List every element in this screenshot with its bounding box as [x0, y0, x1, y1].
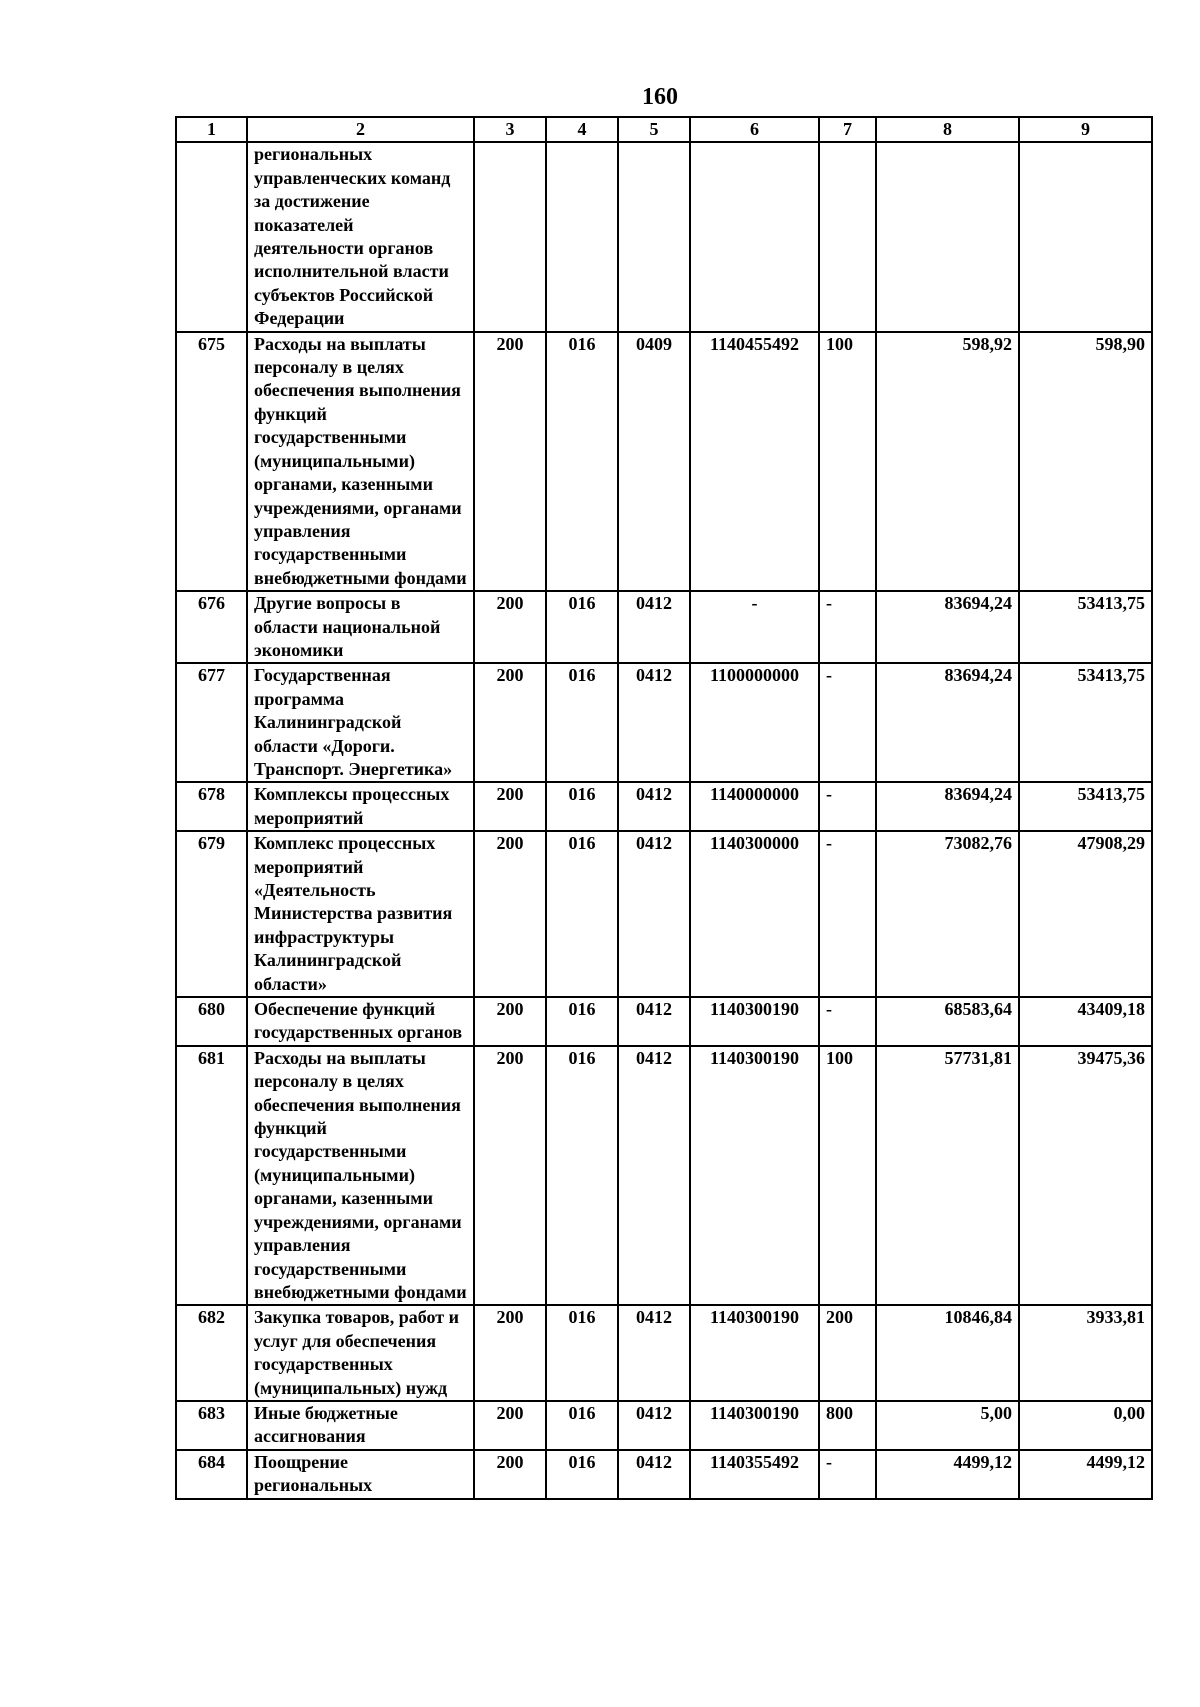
column-header: 4: [546, 117, 618, 142]
col4-value: 016: [546, 1401, 618, 1450]
col4-value: 016: [546, 663, 618, 782]
col9-value: 53413,75: [1019, 782, 1152, 831]
col3-value: 200: [474, 591, 546, 663]
col8-value: 83694,24: [876, 782, 1019, 831]
col8-value: 68583,64: [876, 997, 1019, 1046]
col8-value: 598,92: [876, 332, 1019, 591]
col5-value: 0412: [618, 1450, 690, 1499]
row-description: Закупка товаров, работ и услуг для обеспечения государственных (муниципальных) нужд: [247, 1305, 474, 1401]
col3-value: [474, 142, 546, 331]
col9-value: 39475,36: [1019, 1046, 1152, 1305]
col5-value: 0412: [618, 782, 690, 831]
col7-value: 100: [819, 332, 876, 591]
table-row: [176, 997, 1152, 1046]
col7-value: 800: [819, 1401, 876, 1450]
row-description: Государственная программа Калининградской области «Дороги. Транспорт. Энергетика»: [247, 663, 474, 782]
col7-value: -: [819, 663, 876, 782]
col9-value: 43409,18: [1019, 997, 1152, 1046]
row-number: 683: [176, 1401, 247, 1450]
row-description: Комплекс процессных мероприятий «Деятельность Министерства развития инфраструктуры Калининградской области»: [247, 831, 474, 997]
col8-value: 10846,84: [876, 1305, 1019, 1401]
row-description: Поощрение региональных: [247, 1450, 474, 1499]
column-header: 5: [618, 117, 690, 142]
table-row: [176, 831, 1152, 997]
col5-value: 0412: [618, 591, 690, 663]
col8-value: 83694,24: [876, 591, 1019, 663]
row-number: [176, 142, 247, 331]
col4-value: 016: [546, 997, 618, 1046]
row-description: Обеспечение функций государственных органов: [247, 997, 474, 1046]
table-row: [176, 782, 1152, 831]
col9-value: 53413,75: [1019, 663, 1152, 782]
col9-value: 0,00: [1019, 1401, 1152, 1450]
col4-value: 016: [546, 831, 618, 997]
col3-value: 200: [474, 1046, 546, 1305]
col6-value: 1140000000: [690, 782, 819, 831]
row-number: 682: [176, 1305, 247, 1401]
row-description: Расходы на выплаты персоналу в целях обеспечения выполнения функций государственными (муниципальными) органами, казенными учреждениями, органами управления государственными внебюджетными фондами: [247, 332, 474, 591]
col4-value: 016: [546, 1046, 618, 1305]
row-number: 681: [176, 1046, 247, 1305]
row-number: 677: [176, 663, 247, 782]
col6-value: 1140300190: [690, 997, 819, 1046]
col5-value: [618, 142, 690, 331]
col4-value: 016: [546, 1450, 618, 1499]
col5-value: 0412: [618, 1305, 690, 1401]
column-header: 8: [876, 117, 1019, 142]
column-header: 3: [474, 117, 546, 142]
column-header: 2: [247, 117, 474, 142]
column-header: 9: [1019, 117, 1152, 142]
table-row: [176, 1305, 1152, 1401]
col5-value: 0412: [618, 663, 690, 782]
row-number: 676: [176, 591, 247, 663]
col9-value: 4499,12: [1019, 1450, 1152, 1499]
col4-value: [546, 142, 618, 331]
table-row: [176, 591, 1152, 663]
table-row: [176, 1401, 1152, 1450]
table-row: [176, 332, 1152, 591]
row-number: 679: [176, 831, 247, 997]
col4-value: 016: [546, 1305, 618, 1401]
row-description: региональных управленческих команд за достижение показателей деятельности органов исполнительной власти субъектов Российской Федерации: [247, 142, 474, 331]
col6-value: 1100000000: [690, 663, 819, 782]
col8-value: 83694,24: [876, 663, 1019, 782]
header-row: [176, 117, 1152, 142]
col3-value: 200: [474, 1305, 546, 1401]
col7-value: 200: [819, 1305, 876, 1401]
col7-value: -: [819, 997, 876, 1046]
col6-value: 1140300000: [690, 831, 819, 997]
col5-value: 0412: [618, 1046, 690, 1305]
col3-value: 200: [474, 1401, 546, 1450]
table-row: [176, 663, 1152, 782]
col9-value: [1019, 142, 1152, 331]
col7-value: 100: [819, 1046, 876, 1305]
col7-value: [819, 142, 876, 331]
col3-value: 200: [474, 782, 546, 831]
page-number: 160: [642, 84, 678, 110]
col5-value: 0412: [618, 1401, 690, 1450]
row-number: 684: [176, 1450, 247, 1499]
col9-value: 3933,81: [1019, 1305, 1152, 1401]
column-header: 7: [819, 117, 876, 142]
row-description: Комплексы процессных мероприятий: [247, 782, 474, 831]
col9-value: 598,90: [1019, 332, 1152, 591]
table-body: [176, 142, 1152, 1498]
col5-value: 0412: [618, 831, 690, 997]
col9-value: 53413,75: [1019, 591, 1152, 663]
row-description: Иные бюджетные ассигнования: [247, 1401, 474, 1450]
col5-value: 0409: [618, 332, 690, 591]
col7-value: -: [819, 1450, 876, 1499]
row-number: 680: [176, 997, 247, 1046]
col8-value: 5,00: [876, 1401, 1019, 1450]
col6-value: 1140455492: [690, 332, 819, 591]
col6-value: 1140300190: [690, 1046, 819, 1305]
row-description: Расходы на выплаты персоналу в целях обеспечения выполнения функций государственными (муниципальными) органами, казенными учреждениями, органами управления государственными внебюджетными фондами: [247, 1046, 474, 1305]
col8-value: [876, 142, 1019, 331]
col6-value: 1140300190: [690, 1401, 819, 1450]
col3-value: 200: [474, 997, 546, 1046]
col3-value: 200: [474, 332, 546, 591]
col3-value: 200: [474, 1450, 546, 1499]
col3-value: 200: [474, 663, 546, 782]
table-row: [176, 142, 1152, 331]
row-number: 678: [176, 782, 247, 831]
column-header: 1: [176, 117, 247, 142]
row-number: 675: [176, 332, 247, 591]
col9-value: 47908,29: [1019, 831, 1152, 997]
col6-value: -: [690, 591, 819, 663]
budget-table: [175, 116, 1153, 1500]
col8-value: 4499,12: [876, 1450, 1019, 1499]
col4-value: 016: [546, 782, 618, 831]
col6-value: 1140300190: [690, 1305, 819, 1401]
col4-value: 016: [546, 332, 618, 591]
col3-value: 200: [474, 831, 546, 997]
col8-value: 73082,76: [876, 831, 1019, 997]
column-header: 6: [690, 117, 819, 142]
col8-value: 57731,81: [876, 1046, 1019, 1305]
col6-value: [690, 142, 819, 331]
col7-value: -: [819, 782, 876, 831]
col7-value: -: [819, 831, 876, 997]
table-row: [176, 1450, 1152, 1499]
col4-value: 016: [546, 591, 618, 663]
col5-value: 0412: [618, 997, 690, 1046]
row-description: Другие вопросы в области национальной экономики: [247, 591, 474, 663]
table-row: [176, 1046, 1152, 1305]
col7-value: -: [819, 591, 876, 663]
col6-value: 1140355492: [690, 1450, 819, 1499]
